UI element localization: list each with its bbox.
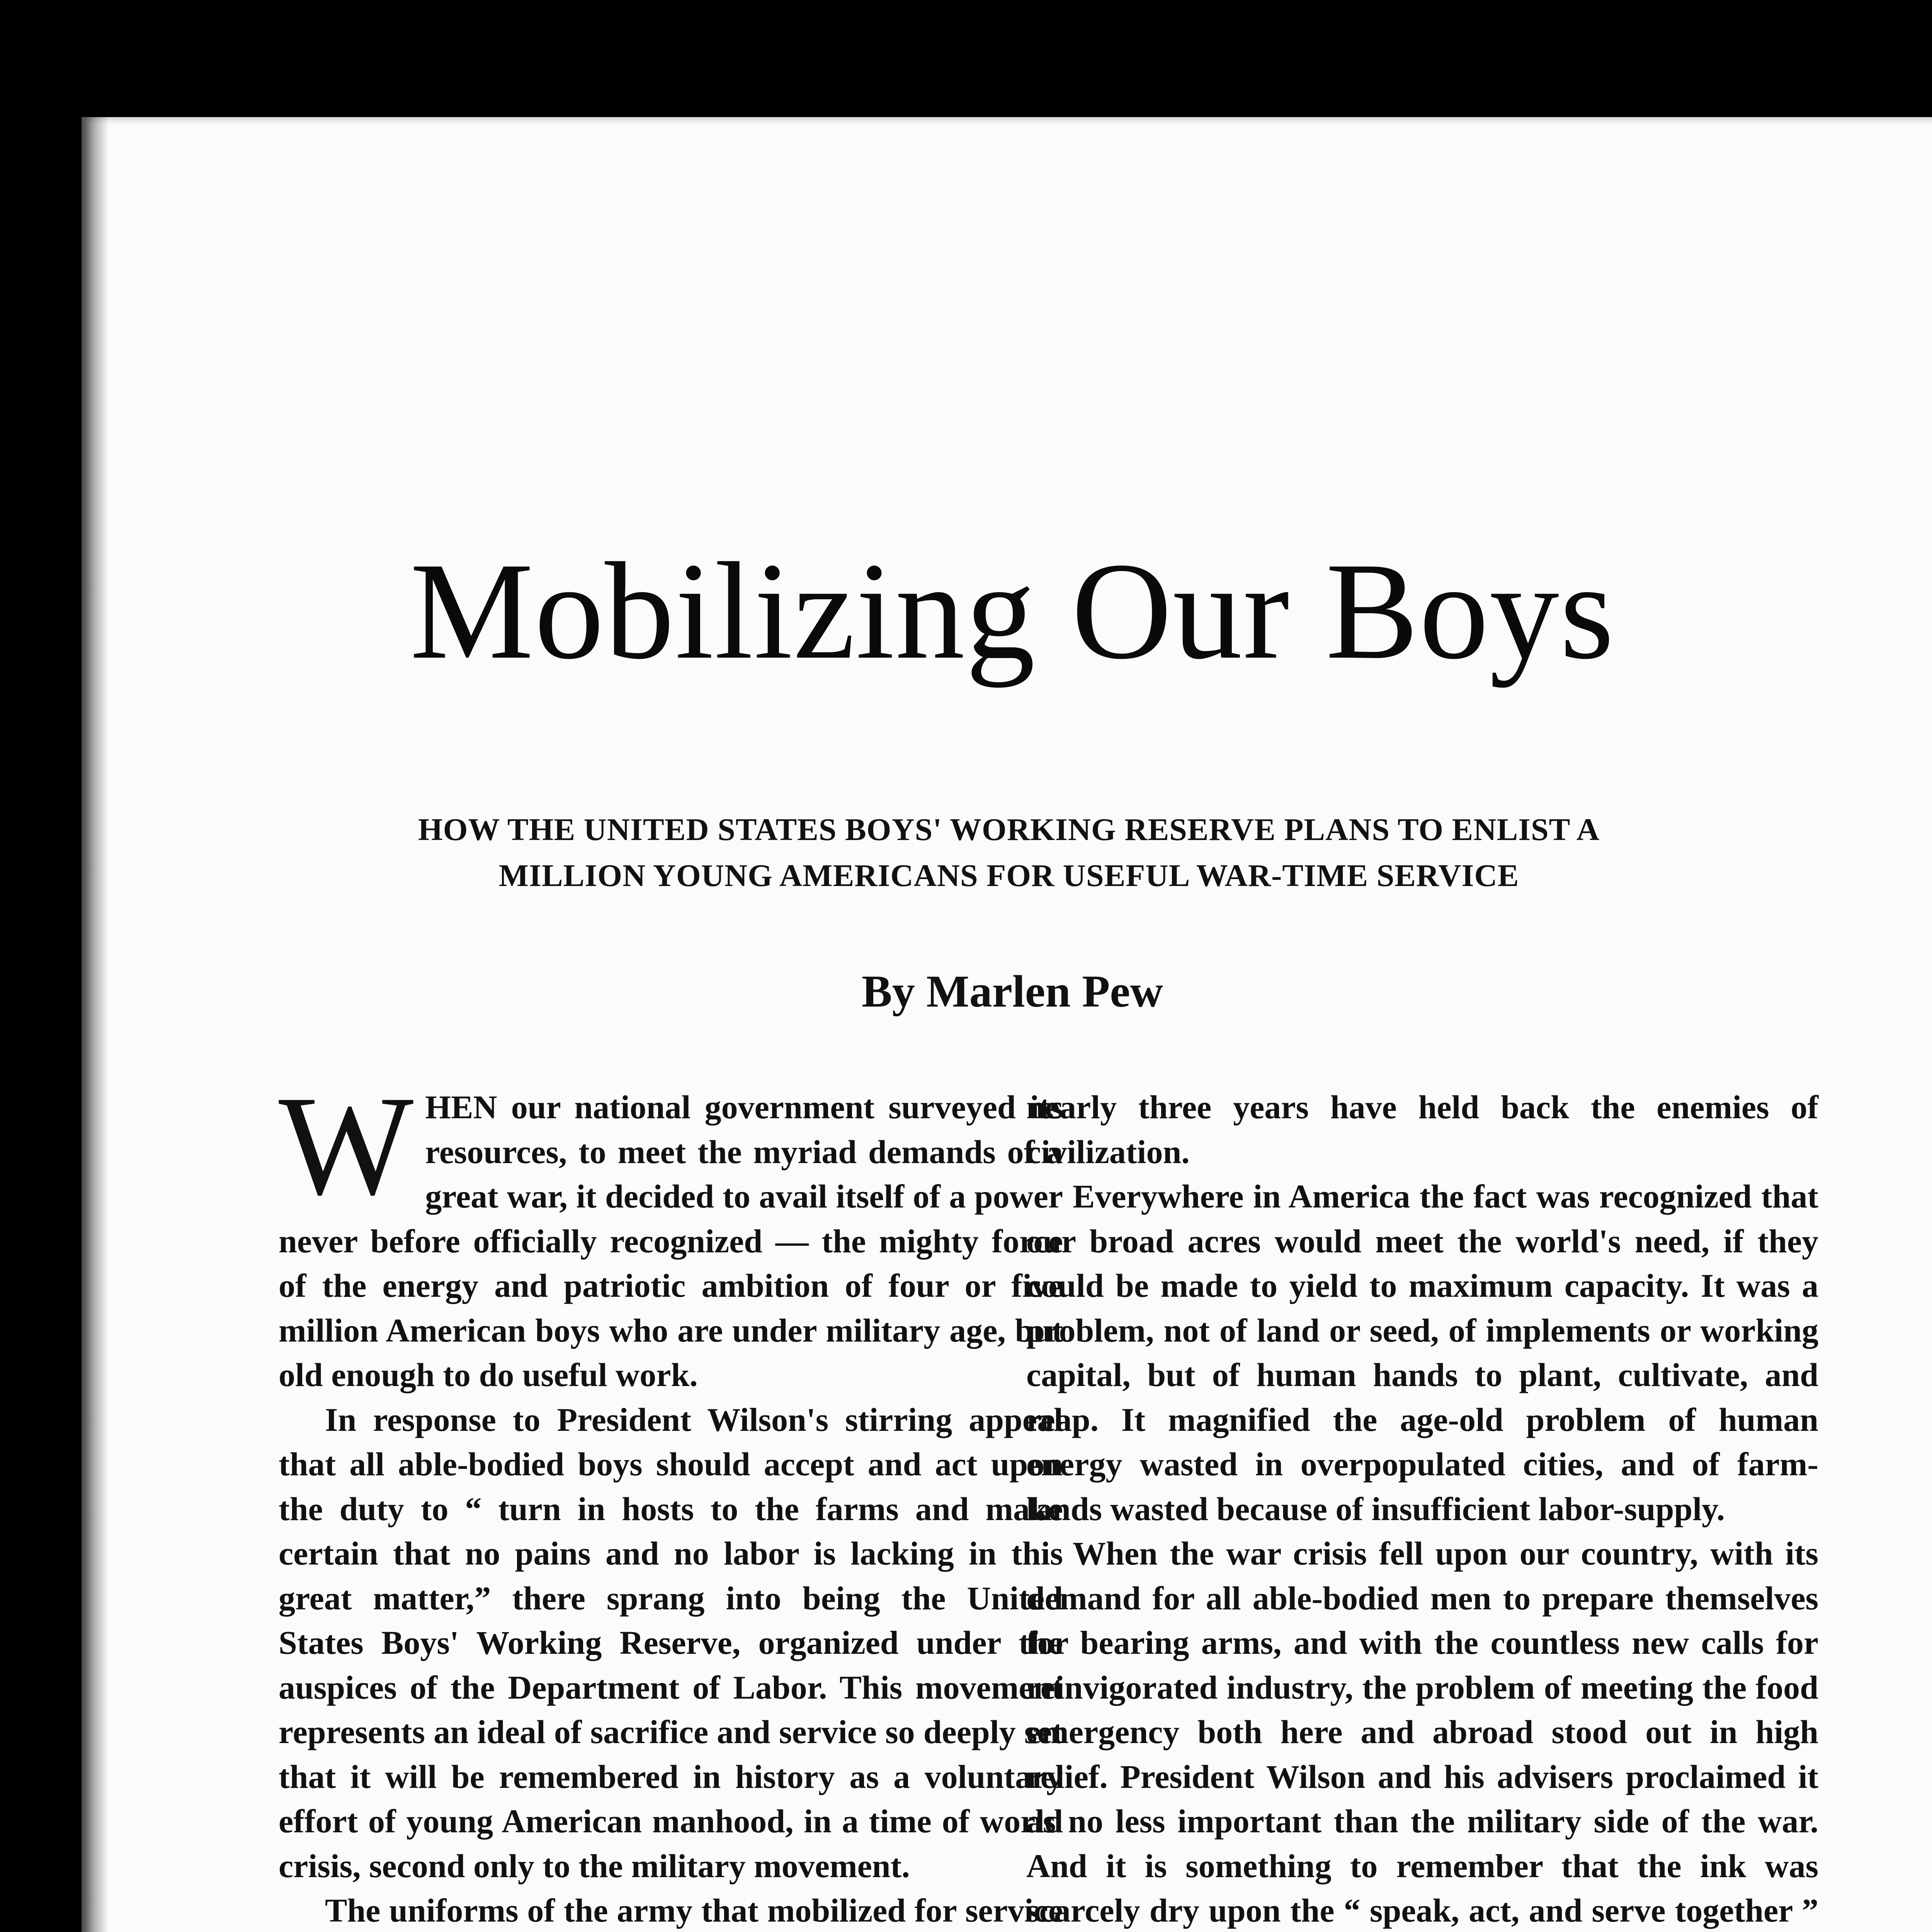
left-column (279, 1066, 1063, 1932)
right-column (1026, 1085, 1818, 1932)
paragraph: In response to President Wilson's stirring appeal that all able-bodied boys should accept and act upon the duty to “ turn in hosts to the farms and make certain that no pains and no labor is lacking in this great matter,” there sprang into being the United States Boys' Working Reserve, organized under the auspices of the Department of Labor. This movement represents an ideal of sacrifice and service so deeply set that it will be remembered in history as a voluntary effort of young American manhood, in a time of world crisis, second only to the military movement. (279, 1401, 1063, 1884)
magazine-page (82, 117, 1932, 1932)
article-subtitle (197, 807, 1820, 899)
paragraph (279, 1066, 1063, 1398)
author-byline: By Marlen Pew (862, 966, 1163, 1017)
subtitle-line-2: MILLION YOUNG AMERICANS FOR USEFUL WAR-TIME SERVICE (498, 857, 1519, 893)
drop-cap: W (279, 1066, 414, 1225)
paragraph: Everywhere in America the fact was recognized that our broad acres would meet the world's need, if they could be made to yield to maximum capacity. It was a problem, not of land or seed, of implements or working capital, but of human hands to plant, cultivate, and reap. It magnified the age-old problem of human energy wasted in overpopulated cities, and of farm-lands wasted because of insufficient labor-supply. (1026, 1178, 1818, 1527)
subtitle-line-1: HOW THE UNITED STATES BOYS' WORKING RESERVE PLANS TO ENLIST A (418, 812, 1600, 847)
paragraph: The uniforms of the army that mobilized for service (325, 1892, 1063, 1929)
paragraph-text: HEN our national government surveyed its resources, to meet the myriad demands of a great war, it decided to avail itself of a power never before officially recognized — the mighty force of the energy and patriotic ambition of four or five million American boys who are under military age, but old enough to do useful work. (279, 1088, 1063, 1393)
paragraph: When the war crisis fell upon our country, with its demand for all able-bodied men to prepare themselves for bearing arms, and with the countless new calls for reinvigorated industry, the problem of meeting the food emergency both here and abroad stood out in high relief. President Wilson and his advisers proclaimed it as no less important than the military side of the war. And it is something to remember that the ink was scarcely dry upon the “ speak, act, and serve together ” (1026, 1535, 1818, 1929)
paragraph-continued: nearly three years have held back the enemies of civilization. (1026, 1088, 1818, 1170)
article-title: Mobilizing Our Boys (410, 534, 1615, 688)
